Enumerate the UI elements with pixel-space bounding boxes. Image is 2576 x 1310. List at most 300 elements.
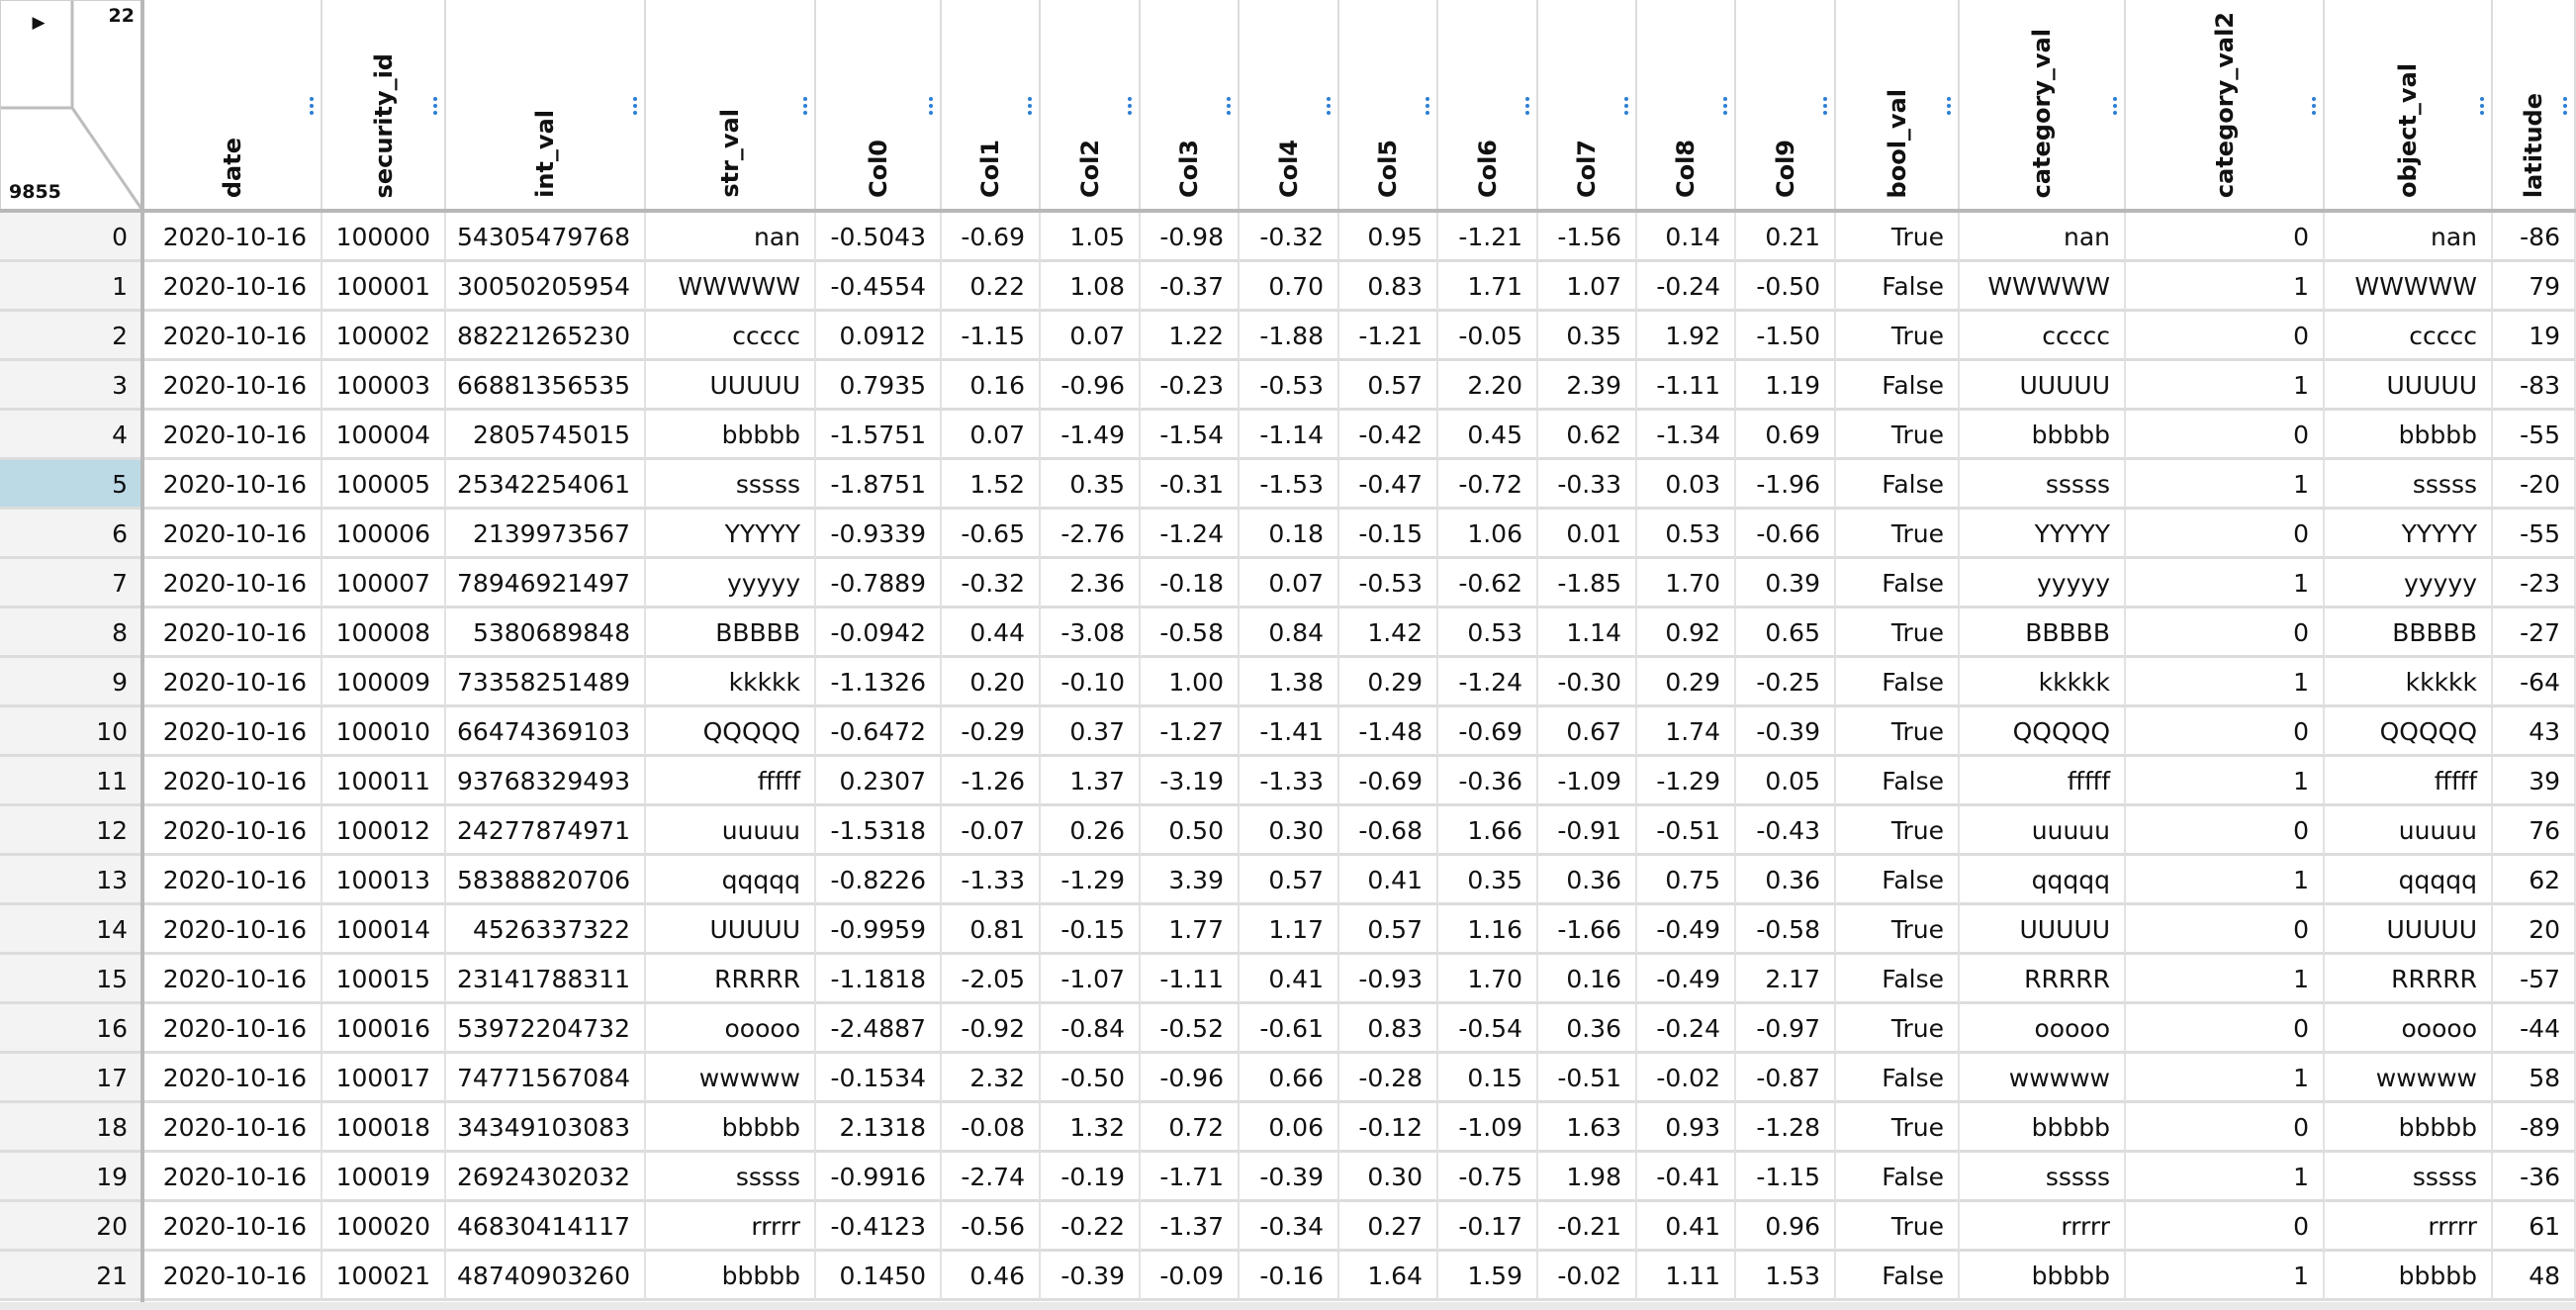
table-cell[interactable]: 30050205954 xyxy=(446,262,646,312)
row-index-cell[interactable]: 12 xyxy=(0,806,143,856)
table-cell[interactable]: -0.24 xyxy=(1637,262,1736,312)
table-cell[interactable]: yyyyy xyxy=(646,559,816,608)
table-cell[interactable]: 0.70 xyxy=(1240,262,1339,312)
table-cell[interactable]: 0.29 xyxy=(1339,658,1438,707)
table-cell[interactable]: True xyxy=(1836,608,1960,658)
table-cell[interactable]: 1.08 xyxy=(1041,262,1141,312)
table-cell[interactable]: ooooo xyxy=(646,1004,816,1054)
table-cell[interactable]: 1 xyxy=(2126,757,2325,806)
table-cell[interactable]: 1.14 xyxy=(1538,608,1637,658)
table-cell[interactable]: -57 xyxy=(2493,955,2576,1004)
table-cell[interactable]: -0.6472 xyxy=(816,707,942,757)
table-cell[interactable]: -0.37 xyxy=(1141,262,1240,312)
table-cell[interactable]: -2.05 xyxy=(942,955,1041,1004)
table-cell[interactable]: -0.51 xyxy=(1538,1054,1637,1103)
table-cell[interactable]: -3.08 xyxy=(1041,608,1141,658)
table-cell[interactable]: 76 xyxy=(2493,806,2576,856)
table-cell[interactable]: UUUUU xyxy=(646,905,816,955)
table-cell[interactable]: 1.53 xyxy=(1736,1252,1836,1301)
table-cell[interactable]: False xyxy=(1836,460,1960,510)
table-cell[interactable]: 1 xyxy=(2126,361,2325,411)
table-cell[interactable]: False xyxy=(1836,361,1960,411)
table-cell[interactable]: 0.07 xyxy=(1240,559,1339,608)
table-cell[interactable]: 2020-10-16 xyxy=(143,707,322,757)
table-cell[interactable]: 2020-10-16 xyxy=(143,1103,322,1153)
table-cell[interactable]: -0.39 xyxy=(1240,1153,1339,1202)
table-cell[interactable]: 19 xyxy=(2493,312,2576,361)
table-cell[interactable]: WWWWW xyxy=(2325,262,2493,312)
table-row[interactable] xyxy=(0,905,2576,955)
table-cell[interactable]: 1.98 xyxy=(1538,1153,1637,1202)
table-cell[interactable]: -0.69 xyxy=(1339,757,1438,806)
table-cell[interactable]: -1.37 xyxy=(1141,1202,1240,1252)
table-cell[interactable]: -0.08 xyxy=(942,1103,1041,1153)
table-cell[interactable]: 0.27 xyxy=(1339,1202,1438,1252)
table-row[interactable] xyxy=(0,1153,2576,1202)
column-header-col7[interactable] xyxy=(1538,0,1637,210)
table-cell[interactable]: -0.58 xyxy=(1141,608,1240,658)
table-cell[interactable]: True xyxy=(1836,806,1960,856)
column-menu-icon[interactable] xyxy=(1423,95,1432,121)
table-cell[interactable]: 2020-10-16 xyxy=(143,806,322,856)
table-cell[interactable]: -83 xyxy=(2493,361,2576,411)
table-cell[interactable]: -0.52 xyxy=(1141,1004,1240,1054)
table-cell[interactable]: wwwww xyxy=(1960,1054,2126,1103)
table-cell[interactable]: True xyxy=(1836,411,1960,460)
table-cell[interactable]: 23141788311 xyxy=(446,955,646,1004)
table-cell[interactable]: YYYYY xyxy=(646,510,816,559)
column-header-category-val[interactable] xyxy=(1960,0,2126,210)
table-cell[interactable]: 100005 xyxy=(322,460,446,510)
column-header-col5[interactable] xyxy=(1339,0,1438,210)
table-cell[interactable]: 1.00 xyxy=(1141,658,1240,707)
table-cell[interactable]: 0.66 xyxy=(1240,1054,1339,1103)
table-cell[interactable]: -0.19 xyxy=(1041,1153,1141,1202)
table-cell[interactable]: -1.5318 xyxy=(816,806,942,856)
table-cell[interactable]: kkkkk xyxy=(2325,658,2493,707)
table-cell[interactable]: sssss xyxy=(2325,1153,2493,1202)
table-cell[interactable]: 2020-10-16 xyxy=(143,510,322,559)
row-index-cell[interactable]: 10 xyxy=(0,707,143,757)
table-cell[interactable]: -1.48 xyxy=(1339,707,1438,757)
table-cell[interactable]: -1.21 xyxy=(1438,213,1538,262)
table-cell[interactable]: 1.63 xyxy=(1538,1103,1637,1153)
table-cell[interactable]: wwwww xyxy=(2325,1054,2493,1103)
table-row[interactable] xyxy=(0,312,2576,361)
table-row[interactable] xyxy=(0,213,2576,262)
table-cell[interactable]: False xyxy=(1836,1054,1960,1103)
table-cell[interactable]: -0.17 xyxy=(1438,1202,1538,1252)
table-cell[interactable]: 2805745015 xyxy=(446,411,646,460)
table-cell[interactable]: -0.62 xyxy=(1438,559,1538,608)
column-menu-icon[interactable] xyxy=(1224,95,1234,121)
table-cell[interactable]: 0 xyxy=(2126,905,2325,955)
table-cell[interactable]: -1.29 xyxy=(1041,856,1141,905)
table-cell[interactable]: 100000 xyxy=(322,213,446,262)
table-cell[interactable]: -1.33 xyxy=(942,856,1041,905)
table-cell[interactable]: 0.21 xyxy=(1736,213,1836,262)
table-cell[interactable]: -1.07 xyxy=(1041,955,1141,1004)
table-cell[interactable]: 0.50 xyxy=(1141,806,1240,856)
table-cell[interactable]: 2020-10-16 xyxy=(143,658,322,707)
table-cell[interactable]: 1 xyxy=(2126,955,2325,1004)
table-cell[interactable]: -1.29 xyxy=(1637,757,1736,806)
table-cell[interactable]: 0 xyxy=(2126,608,2325,658)
table-cell[interactable]: BBBBB xyxy=(2325,608,2493,658)
table-cell[interactable]: -0.32 xyxy=(1240,213,1339,262)
table-cell[interactable]: -0.39 xyxy=(1041,1252,1141,1301)
table-cell[interactable]: 0.37 xyxy=(1041,707,1141,757)
table-cell[interactable]: -0.72 xyxy=(1438,460,1538,510)
table-cell[interactable]: 0.65 xyxy=(1736,608,1836,658)
table-cell[interactable]: 2020-10-16 xyxy=(143,856,322,905)
table-row[interactable] xyxy=(0,658,2576,707)
table-cell[interactable]: -0.15 xyxy=(1339,510,1438,559)
table-cell[interactable]: 1.22 xyxy=(1141,312,1240,361)
table-cell[interactable]: YYYYY xyxy=(2325,510,2493,559)
table-cell[interactable]: -0.98 xyxy=(1141,213,1240,262)
table-cell[interactable]: 100002 xyxy=(322,312,446,361)
table-cell[interactable]: 0.39 xyxy=(1736,559,1836,608)
table-cell[interactable]: -0.69 xyxy=(942,213,1041,262)
table-cell[interactable]: 2020-10-16 xyxy=(143,757,322,806)
table-cell[interactable]: sssss xyxy=(1960,460,2126,510)
table-cell[interactable]: 78946921497 xyxy=(446,559,646,608)
table-cell[interactable]: -0.9339 xyxy=(816,510,942,559)
table-cell[interactable]: False xyxy=(1836,757,1960,806)
table-cell[interactable]: 0 xyxy=(2126,1103,2325,1153)
table-cell[interactable]: 54305479768 xyxy=(446,213,646,262)
table-cell[interactable]: -1.15 xyxy=(942,312,1041,361)
table-cell[interactable]: 0 xyxy=(2126,213,2325,262)
column-menu-icon[interactable] xyxy=(1125,95,1135,121)
table-cell[interactable]: -1.33 xyxy=(1240,757,1339,806)
table-cell[interactable]: 0.84 xyxy=(1240,608,1339,658)
table-cell[interactable]: -1.24 xyxy=(1141,510,1240,559)
table-cell[interactable]: 1 xyxy=(2126,460,2325,510)
table-cell[interactable]: 0 xyxy=(2126,707,2325,757)
table-cell[interactable]: -0.53 xyxy=(1339,559,1438,608)
table-cell[interactable]: 1.17 xyxy=(1240,905,1339,955)
table-cell[interactable]: 0.20 xyxy=(942,658,1041,707)
column-header-object-val[interactable] xyxy=(2325,0,2493,210)
table-cell[interactable]: -2.74 xyxy=(942,1153,1041,1202)
table-cell[interactable]: -1.66 xyxy=(1538,905,1637,955)
table-cell[interactable]: ccccc xyxy=(1960,312,2126,361)
row-index-cell[interactable]: 5 xyxy=(0,460,143,510)
table-cell[interactable]: -0.16 xyxy=(1240,1252,1339,1301)
table-cell[interactable]: 1.11 xyxy=(1637,1252,1736,1301)
table-cell[interactable]: -0.61 xyxy=(1240,1004,1339,1054)
table-cell[interactable]: -89 xyxy=(2493,1103,2576,1153)
table-cell[interactable]: 100003 xyxy=(322,361,446,411)
table-cell[interactable]: 0.75 xyxy=(1637,856,1736,905)
table-cell[interactable]: 34349103083 xyxy=(446,1103,646,1153)
table-cell[interactable]: 1 xyxy=(2126,1252,2325,1301)
table-cell[interactable]: -20 xyxy=(2493,460,2576,510)
table-cell[interactable]: bbbbb xyxy=(2325,1103,2493,1153)
column-header-col0[interactable] xyxy=(816,0,942,210)
table-cell[interactable]: -0.75 xyxy=(1438,1153,1538,1202)
table-cell[interactable]: -0.02 xyxy=(1538,1252,1637,1301)
table-cell[interactable]: 39 xyxy=(2493,757,2576,806)
row-index-cell[interactable]: 19 xyxy=(0,1153,143,1202)
table-cell[interactable]: -2.76 xyxy=(1041,510,1141,559)
table-cell[interactable]: sssss xyxy=(2325,460,2493,510)
row-index-cell[interactable]: 14 xyxy=(0,905,143,955)
table-row[interactable] xyxy=(0,1252,2576,1301)
table-cell[interactable]: UUUUU xyxy=(1960,905,2126,955)
table-cell[interactable]: 66474369103 xyxy=(446,707,646,757)
table-cell[interactable]: 0.18 xyxy=(1240,510,1339,559)
column-header-bool-val[interactable] xyxy=(1836,0,1960,210)
table-cell[interactable]: 1.66 xyxy=(1438,806,1538,856)
table-cell[interactable]: 100014 xyxy=(322,905,446,955)
table-cell[interactable]: 24277874971 xyxy=(446,806,646,856)
table-cell[interactable]: -0.49 xyxy=(1637,905,1736,955)
table-cell[interactable]: -1.28 xyxy=(1736,1103,1836,1153)
table-cell[interactable]: 0.14 xyxy=(1637,213,1736,262)
table-cell[interactable]: 1.19 xyxy=(1736,361,1836,411)
table-cell[interactable]: 1.38 xyxy=(1240,658,1339,707)
table-cell[interactable]: 88221265230 xyxy=(446,312,646,361)
table-cell[interactable]: UUUUU xyxy=(1960,361,2126,411)
table-cell[interactable]: QQQQQ xyxy=(1960,707,2126,757)
table-cell[interactable]: 0.07 xyxy=(1041,312,1141,361)
table-cell[interactable]: -0.58 xyxy=(1736,905,1836,955)
table-cell[interactable]: 1.64 xyxy=(1339,1252,1438,1301)
table-cell[interactable]: QQQQQ xyxy=(2325,707,2493,757)
table-cell[interactable]: bbbbb xyxy=(646,1252,816,1301)
row-index-cell[interactable]: 0 xyxy=(0,213,143,262)
table-cell[interactable]: -0.22 xyxy=(1041,1202,1141,1252)
table-cell[interactable]: 1.37 xyxy=(1041,757,1141,806)
table-cell[interactable]: BBBBB xyxy=(1960,608,2126,658)
table-cell[interactable]: -55 xyxy=(2493,510,2576,559)
table-cell[interactable]: -0.54 xyxy=(1438,1004,1538,1054)
table-cell[interactable]: 1.77 xyxy=(1141,905,1240,955)
table-cell[interactable]: -1.27 xyxy=(1141,707,1240,757)
column-header-col2[interactable] xyxy=(1041,0,1141,210)
table-row[interactable] xyxy=(0,1202,2576,1252)
column-menu-icon[interactable] xyxy=(926,95,936,121)
table-cell[interactable]: 0.53 xyxy=(1438,608,1538,658)
table-cell[interactable]: 100011 xyxy=(322,757,446,806)
table-cell[interactable]: -0.97 xyxy=(1736,1004,1836,1054)
table-cell[interactable]: -1.26 xyxy=(942,757,1041,806)
table-cell[interactable]: bbbbb xyxy=(646,411,816,460)
table-cell[interactable]: 100008 xyxy=(322,608,446,658)
table-cell[interactable]: 53972204732 xyxy=(446,1004,646,1054)
table-cell[interactable]: 0.05 xyxy=(1736,757,1836,806)
table-cell[interactable]: -0.34 xyxy=(1240,1202,1339,1252)
table-cell[interactable]: -0.68 xyxy=(1339,806,1438,856)
table-cell[interactable]: yyyyy xyxy=(2325,559,2493,608)
table-cell[interactable]: RRRRR xyxy=(1960,955,2126,1004)
column-header-date[interactable] xyxy=(143,0,322,210)
table-cell[interactable]: 2020-10-16 xyxy=(143,1153,322,1202)
table-cell[interactable]: -1.96 xyxy=(1736,460,1836,510)
table-cell[interactable]: 0.41 xyxy=(1339,856,1438,905)
table-cell[interactable]: 0.15 xyxy=(1438,1054,1538,1103)
column-menu-icon[interactable] xyxy=(2560,95,2570,121)
table-cell[interactable]: 2020-10-16 xyxy=(143,361,322,411)
table-cell[interactable]: True xyxy=(1836,213,1960,262)
table-cell[interactable]: 0.0912 xyxy=(816,312,942,361)
table-cell[interactable]: RRRRR xyxy=(646,955,816,1004)
table-cell[interactable]: bbbbb xyxy=(1960,1252,2126,1301)
column-menu-icon[interactable] xyxy=(2110,95,2120,121)
table-cell[interactable]: 0 xyxy=(2126,1202,2325,1252)
table-cell[interactable]: 2.17 xyxy=(1736,955,1836,1004)
table-cell[interactable]: -1.54 xyxy=(1141,411,1240,460)
table-cell[interactable]: 0.35 xyxy=(1438,856,1538,905)
table-cell[interactable]: 2.36 xyxy=(1041,559,1141,608)
table-cell[interactable]: bbbbb xyxy=(1960,411,2126,460)
table-cell[interactable]: -0.1534 xyxy=(816,1054,942,1103)
table-cell[interactable]: True xyxy=(1836,707,1960,757)
row-index-cell[interactable]: 6 xyxy=(0,510,143,559)
row-index-cell[interactable]: 13 xyxy=(0,856,143,905)
table-cell[interactable]: 0.41 xyxy=(1637,1202,1736,1252)
table-cell[interactable]: -1.49 xyxy=(1041,411,1141,460)
table-cell[interactable]: 2020-10-16 xyxy=(143,213,322,262)
table-row[interactable] xyxy=(0,806,2576,856)
column-header-security-id[interactable] xyxy=(322,0,446,210)
table-cell[interactable]: qqqqq xyxy=(2325,856,2493,905)
horizontal-scrollbar[interactable] xyxy=(0,1302,2576,1310)
column-header-col3[interactable] xyxy=(1141,0,1240,210)
table-cell[interactable]: -0.4123 xyxy=(816,1202,942,1252)
table-cell[interactable]: bbbbb xyxy=(646,1103,816,1153)
table-cell[interactable]: -1.71 xyxy=(1141,1153,1240,1202)
table-cell[interactable]: True xyxy=(1836,312,1960,361)
table-cell[interactable]: 0.67 xyxy=(1538,707,1637,757)
table-cell[interactable]: -0.84 xyxy=(1041,1004,1141,1054)
table-cell[interactable]: 2020-10-16 xyxy=(143,460,322,510)
table-cell[interactable]: -0.05 xyxy=(1438,312,1538,361)
table-cell[interactable]: -0.87 xyxy=(1736,1054,1836,1103)
table-cell[interactable]: -1.85 xyxy=(1538,559,1637,608)
table-cell[interactable]: -0.9959 xyxy=(816,905,942,955)
table-cell[interactable]: -0.56 xyxy=(942,1202,1041,1252)
table-cell[interactable]: 1 xyxy=(2126,559,2325,608)
table-cell[interactable]: -1.1326 xyxy=(816,658,942,707)
table-cell[interactable]: -0.91 xyxy=(1538,806,1637,856)
table-cell[interactable]: rrrrr xyxy=(2325,1202,2493,1252)
table-cell[interactable]: -0.23 xyxy=(1141,361,1240,411)
table-cell[interactable]: -1.24 xyxy=(1438,658,1538,707)
row-index-cell[interactable]: 21 xyxy=(0,1252,143,1301)
row-index-cell[interactable]: 9 xyxy=(0,658,143,707)
table-row[interactable] xyxy=(0,1004,2576,1054)
table-cell[interactable]: -0.49 xyxy=(1637,955,1736,1004)
table-cell[interactable]: 100010 xyxy=(322,707,446,757)
table-cell[interactable]: 73358251489 xyxy=(446,658,646,707)
table-cell[interactable]: nan xyxy=(1960,213,2126,262)
column-header-category-val2[interactable] xyxy=(2126,0,2325,210)
table-cell[interactable]: 0.41 xyxy=(1240,955,1339,1004)
column-header-latitude[interactable] xyxy=(2493,0,2576,210)
table-cell[interactable]: 0.36 xyxy=(1736,856,1836,905)
table-cell[interactable]: 0.93 xyxy=(1637,1103,1736,1153)
table-cell[interactable]: -0.50 xyxy=(1736,262,1836,312)
table-cell[interactable]: 0 xyxy=(2126,510,2325,559)
table-cell[interactable]: -0.33 xyxy=(1538,460,1637,510)
table-cell[interactable]: -36 xyxy=(2493,1153,2576,1202)
table-cell[interactable]: sssss xyxy=(646,460,816,510)
table-cell[interactable]: -1.34 xyxy=(1637,411,1736,460)
table-cell[interactable]: YYYYY xyxy=(1960,510,2126,559)
table-cell[interactable]: 1.70 xyxy=(1438,955,1538,1004)
column-header-str-val[interactable] xyxy=(646,0,816,210)
column-menu-icon[interactable] xyxy=(1522,95,1532,121)
table-cell[interactable]: bbbbb xyxy=(2325,411,2493,460)
table-cell[interactable]: 2020-10-16 xyxy=(143,955,322,1004)
table-cell[interactable]: UUUUU xyxy=(2325,905,2493,955)
table-cell[interactable]: 100006 xyxy=(322,510,446,559)
column-menu-icon[interactable] xyxy=(1324,95,1334,121)
table-cell[interactable]: WWWWW xyxy=(1960,262,2126,312)
table-cell[interactable]: 2020-10-16 xyxy=(143,1252,322,1301)
row-index-cell[interactable]: 16 xyxy=(0,1004,143,1054)
table-cell[interactable]: fffff xyxy=(1960,757,2126,806)
table-cell[interactable]: 0.62 xyxy=(1538,411,1637,460)
column-menu-icon[interactable] xyxy=(1720,95,1730,121)
table-cell[interactable]: 0.44 xyxy=(942,608,1041,658)
table-cell[interactable]: 0.06 xyxy=(1240,1103,1339,1153)
table-cell[interactable]: 0 xyxy=(2126,1004,2325,1054)
table-cell[interactable]: False xyxy=(1836,559,1960,608)
table-cell[interactable]: -44 xyxy=(2493,1004,2576,1054)
table-cell[interactable]: -0.21 xyxy=(1538,1202,1637,1252)
table-cell[interactable]: 1.42 xyxy=(1339,608,1438,658)
row-index-cell[interactable]: 15 xyxy=(0,955,143,1004)
table-row[interactable] xyxy=(0,1103,2576,1153)
table-cell[interactable]: -0.36 xyxy=(1438,757,1538,806)
table-cell[interactable]: -0.7889 xyxy=(816,559,942,608)
table-cell[interactable]: -0.07 xyxy=(942,806,1041,856)
table-cell[interactable]: 0.1450 xyxy=(816,1252,942,1301)
table-cell[interactable]: -0.24 xyxy=(1637,1004,1736,1054)
table-cell[interactable]: -0.25 xyxy=(1736,658,1836,707)
table-cell[interactable]: -1.1818 xyxy=(816,955,942,1004)
table-cell[interactable]: -0.69 xyxy=(1438,707,1538,757)
table-cell[interactable]: True xyxy=(1836,1004,1960,1054)
row-index-cell[interactable]: 3 xyxy=(0,361,143,411)
table-cell[interactable]: 0.36 xyxy=(1538,856,1637,905)
table-cell[interactable]: -0.5043 xyxy=(816,213,942,262)
table-row[interactable] xyxy=(0,262,2576,312)
table-cell[interactable]: 1.05 xyxy=(1041,213,1141,262)
table-cell[interactable]: True xyxy=(1836,1103,1960,1153)
table-row[interactable] xyxy=(0,608,2576,658)
table-cell[interactable]: ooooo xyxy=(2325,1004,2493,1054)
table-cell[interactable]: -1.21 xyxy=(1339,312,1438,361)
table-cell[interactable]: -0.15 xyxy=(1041,905,1141,955)
table-cell[interactable]: True xyxy=(1836,1202,1960,1252)
table-cell[interactable]: 2.20 xyxy=(1438,361,1538,411)
table-cell[interactable]: False xyxy=(1836,658,1960,707)
table-row[interactable] xyxy=(0,1054,2576,1103)
table-cell[interactable]: 1.74 xyxy=(1637,707,1736,757)
column-header-col6[interactable] xyxy=(1438,0,1538,210)
table-cell[interactable]: 5380689848 xyxy=(446,608,646,658)
table-cell[interactable]: -0.93 xyxy=(1339,955,1438,1004)
table-cell[interactable]: 48740903260 xyxy=(446,1252,646,1301)
table-cell[interactable]: False xyxy=(1836,856,1960,905)
row-index-cell[interactable]: 2 xyxy=(0,312,143,361)
